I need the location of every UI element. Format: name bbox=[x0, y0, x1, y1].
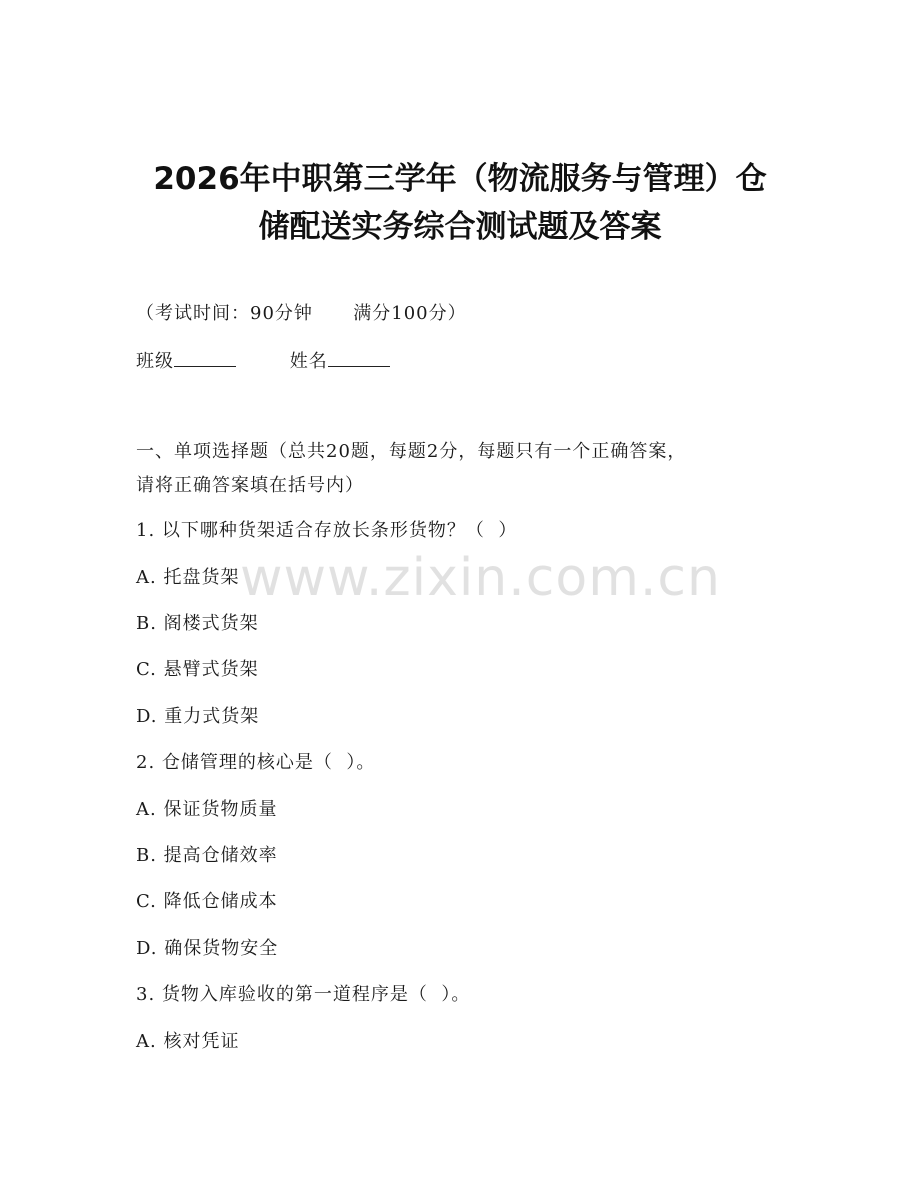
class-label: 班级 bbox=[136, 351, 174, 372]
question-option: A. 核对凭证 bbox=[136, 1031, 240, 1052]
question-option: C. 降低仓储成本 bbox=[136, 891, 278, 912]
watermark: www.zixin.com.cn bbox=[240, 548, 721, 608]
section-heading-line-2: 请将正确答案填在括号内） bbox=[136, 475, 364, 496]
name-blank bbox=[328, 350, 390, 367]
class-blank bbox=[174, 350, 236, 367]
question-option: D. 重力式货架 bbox=[136, 706, 260, 727]
exam-time: （考试时间：90分钟 bbox=[136, 303, 313, 324]
document-title-line-2: 储配送实务综合测试题及答案 bbox=[258, 209, 662, 245]
student-info bbox=[136, 350, 390, 374]
question-option: B. 阁楼式货架 bbox=[136, 613, 259, 634]
question-stem: 1. 以下哪种货架适合存放长条形货物？（ ） bbox=[136, 520, 518, 541]
question-option: C. 悬臂式货架 bbox=[136, 659, 259, 680]
section-heading-line-1: 一、单项选择题（总共20题，每题2分，每题只有一个正确答案， bbox=[136, 441, 687, 462]
document-title-line-1: 2026年中职第三学年（物流服务与管理）仓 bbox=[153, 161, 767, 197]
question-option: A. 托盘货架 bbox=[136, 567, 240, 588]
name-label: 姓名 bbox=[289, 351, 328, 372]
exam-info bbox=[136, 302, 467, 326]
question-option: A. 保证货物质量 bbox=[136, 799, 278, 820]
question-stem: 3. 货物入库验收的第一道程序是（ ）。 bbox=[136, 984, 471, 1005]
question-option: B. 提高仓储效率 bbox=[136, 845, 278, 866]
question-option: D. 确保货物安全 bbox=[136, 938, 279, 959]
exam-score: 满分100分） bbox=[353, 303, 467, 324]
question-stem: 2. 仓储管理的核心是（ ）。 bbox=[136, 752, 376, 773]
